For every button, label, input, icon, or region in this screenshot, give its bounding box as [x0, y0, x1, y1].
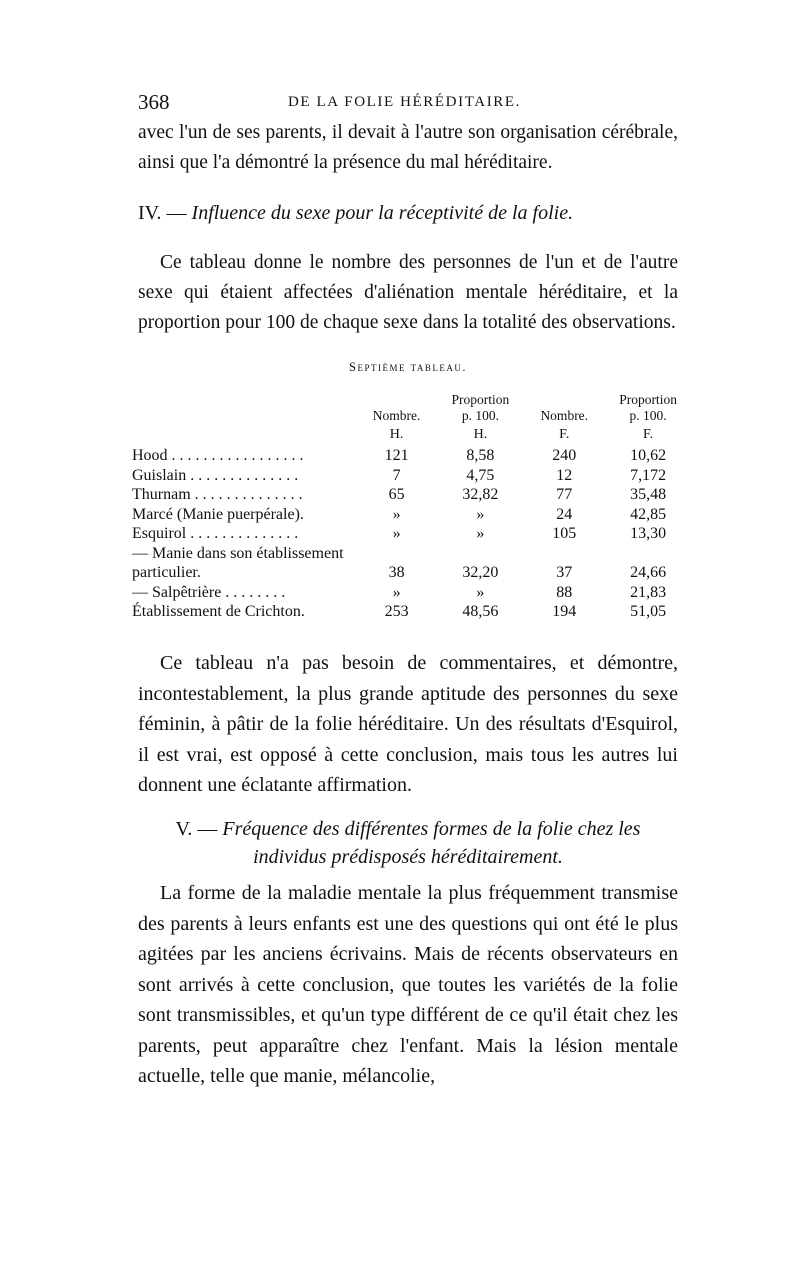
cell-nombre-h: 7 [392, 466, 401, 484]
row-label-text: Esquirol . . . . . . . . . . . . . . [132, 525, 299, 542]
table-row [132, 544, 692, 583]
table-header-row [132, 392, 692, 424]
running-head: DE LA FOLIE HÉRÉDITAIRE. [288, 94, 522, 110]
header-proportion-h [437, 392, 525, 424]
cell-prop-f: 51,05 [630, 603, 667, 620]
sex-empty [132, 424, 357, 446]
sex-h1: H. [389, 427, 404, 442]
header-empty [132, 392, 357, 424]
table-row [132, 602, 692, 622]
sex-f2: F. [642, 427, 654, 442]
row-label-text: Guislain . . . . . . . . . . . . . . [132, 466, 299, 484]
cell-nombre-f: 12 [556, 466, 573, 484]
page-number: 368 [138, 90, 170, 114]
table-row [132, 466, 692, 486]
table-row [132, 505, 692, 525]
row-label [132, 446, 357, 466]
header-nombre-h: Nombre. [372, 408, 421, 423]
cell-prop-h: 32,20 [462, 564, 499, 581]
cell-prop-h: 4,75 [466, 466, 495, 484]
cell-prop-h: 8,58 [466, 447, 495, 464]
row-label-text: — Salpêtrière . . . . . . . . [132, 583, 286, 601]
section-title: Influence du sexe pour la réceptivité de la folie. [191, 202, 574, 224]
cell-prop-f: 13,30 [630, 525, 667, 542]
row-label [132, 524, 357, 544]
section-number: IV. — [138, 202, 187, 224]
row-label-text: — Manie dans son établissement particulier. [132, 544, 344, 581]
row-label [132, 505, 357, 525]
cell-nombre-f: 24 [556, 505, 573, 523]
statistics-table-block [132, 392, 692, 622]
cell-nombre-h: 38 [388, 564, 405, 581]
row-label [132, 602, 357, 622]
cell-nombre-f: 240 [552, 447, 577, 464]
cell-prop-f: 7,172 [630, 466, 667, 484]
header-proportion-h-line2: p. 100. [461, 408, 499, 423]
section-title-part-2: individus prédisposés héréditairement. [253, 846, 563, 868]
row-label-text: Établissement de Crichton. [132, 603, 305, 620]
table-row [132, 446, 692, 466]
row-label [132, 544, 357, 583]
cell-nombre-h: 121 [384, 447, 409, 464]
cell-nombre-f: 37 [556, 564, 573, 581]
section-number: V. — [175, 818, 218, 840]
cell-nombre-h: 65 [388, 486, 405, 503]
cell-nombre-h: » [392, 505, 401, 523]
row-label-text: Marcé (Manie puerpérale). [132, 505, 304, 523]
paragraph-table-commentary: Ce tableau n'a pas besoin de commentaires, et démontre, incontestablement, la plus grande aptitude des personnes du sexe féminin, à pâtir de la folie héréditaire. Un des résultats d'Esquirol, il est vrai, est opposé à cette conclusion, mais tous les autres lui donnent une éclatante affirmation. [138, 652, 678, 796]
cell-nombre-h: 253 [384, 603, 409, 620]
cell-prop-f: 42,85 [630, 505, 667, 523]
cell-prop-h: » [476, 505, 485, 523]
table-row [132, 583, 692, 603]
row-label [132, 583, 357, 603]
cell-nombre-f: 194 [552, 603, 577, 620]
cell-nombre-h: » [392, 525, 401, 542]
row-label-text: Hood . . . . . . . . . . . . . . . . . [132, 447, 304, 464]
cell-prop-f: 24,66 [630, 564, 667, 581]
section-heading-v [138, 815, 678, 871]
table-row [132, 485, 692, 505]
cell-prop-h: » [476, 525, 485, 542]
header-proportion-f [604, 392, 692, 424]
row-label-text: Thurnam . . . . . . . . . . . . . . [132, 486, 303, 503]
header-proportion-f-line1: Proportion [619, 392, 677, 407]
row-label [132, 466, 357, 486]
section-heading-iv [138, 202, 678, 225]
row-label [132, 485, 357, 505]
cell-prop-f: 21,83 [630, 583, 667, 601]
page-header [138, 90, 678, 116]
cell-nombre-f: 77 [556, 486, 573, 503]
statistics-table [132, 392, 692, 622]
cell-nombre-f: 105 [552, 525, 577, 542]
sex-f1: F. [559, 427, 570, 442]
cell-prop-f: 35,48 [630, 486, 667, 503]
sex-h2: H. [473, 427, 488, 442]
paragraph-continuation: avec l'un de ses parents, il devait à l'autre son organisation cérébrale, ainsi que l'a démontré la présence du mal héréditaire. [138, 122, 678, 173]
header-nombre-f: Nombre. [540, 408, 589, 423]
cell-prop-h: » [476, 583, 485, 601]
header-proportion-f-line2: p. 100. [629, 408, 667, 423]
cell-prop-h: 48,56 [462, 603, 499, 620]
paragraph-table-intro: Ce tableau donne le nombre des personnes de l'un et de l'autre sexe qui étaient affectées d'aliénation mentale héréditaire, et la proportion pour 100 de chaque sexe dans la totalité des observations. [138, 252, 678, 333]
table-sex-row [132, 424, 692, 446]
section-title-line-1 [138, 815, 678, 843]
header-proportion-h-line1: Proportion [451, 392, 510, 407]
paragraph-forms-transmission: La forme de la maladie mentale la plus fréquemment transmise des parents à leurs enfants est une des questions qui ont été le plus agitées par les anciens écrivains. Mais de récents observateurs en sont arrivés à cette conclusion, que toutes les variétés de la folie sont transmissibles, et qu'un type différent de ce qu'il était chez les parents, peut apparaître chez l'enfant. Mais la lésion mentale actuelle, telle que manie, mélancolie, [138, 882, 678, 1087]
cell-prop-f: 10,62 [630, 447, 667, 464]
cell-nombre-h: » [392, 583, 401, 601]
table-row [132, 524, 692, 544]
section-title-part-1: Fréquence des différentes formes de la folie chez les [222, 818, 641, 840]
table-caption: Septième tableau. [349, 360, 467, 374]
cell-prop-h: 32,82 [462, 486, 499, 503]
cell-nombre-f: 88 [556, 583, 573, 601]
